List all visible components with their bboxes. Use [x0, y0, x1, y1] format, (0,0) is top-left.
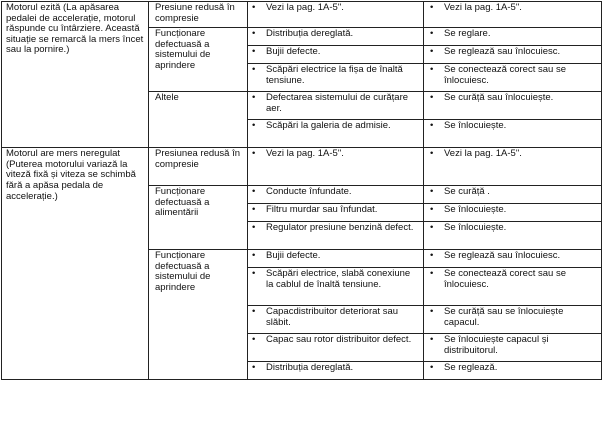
remedy-cell	[424, 186, 602, 204]
fault-cell	[248, 250, 424, 268]
fault-text: • Regulator presiune benzină defect.	[252, 223, 419, 234]
remedy-cell	[424, 120, 602, 148]
fault-text: • Vezi la pag. 1A-5".	[252, 149, 419, 160]
cause-cell: Altele	[149, 92, 248, 148]
remedy-text: • Se reglează.	[430, 363, 597, 374]
troubleshooting-table	[1, 1, 602, 380]
remedy-cell	[424, 334, 602, 362]
fault-text: • Distribuția dereglată.	[252, 363, 419, 374]
cause-cell: Funcționare defectuasă a sistemului de aprindere	[149, 250, 248, 380]
fault-text: • Scăpări electrice, slabă conexiune la cablul de înaltă tensiune.	[252, 269, 419, 290]
table-row	[2, 2, 602, 28]
symptom-cell: Motorul are mers neregulat (Puterea motorului variază la viteză fixă și viteza se schimbă fără a apăsa pedala de accelerație.)	[2, 148, 149, 380]
fault-cell	[248, 148, 424, 186]
remedy-text: • Se înlocuiește.	[430, 223, 597, 234]
fault-text: • Capacdistribuitor deteriorat sau slăbit.	[252, 307, 419, 328]
table-row	[2, 148, 602, 186]
cause-cell: Funcționare defectuasă a alimentării	[149, 186, 248, 250]
remedy-text: • Vezi la pag. 1A-5".	[430, 3, 597, 14]
fault-cell	[248, 362, 424, 380]
remedy-cell	[424, 148, 602, 186]
remedy-cell	[424, 250, 602, 268]
remedy-cell	[424, 306, 602, 334]
fault-text: • Defectarea sistemului de curățare aer.	[252, 93, 419, 114]
fault-cell	[248, 204, 424, 222]
remedy-cell	[424, 204, 602, 222]
remedy-text: • Se înlocuiește.	[430, 121, 597, 132]
fault-text: • Filtru murdar sau înfundat.	[252, 205, 419, 216]
remedy-cell	[424, 362, 602, 380]
fault-text: • Bujii defecte.	[252, 47, 419, 58]
remedy-cell	[424, 92, 602, 120]
fault-cell	[248, 64, 424, 92]
remedy-cell	[424, 2, 602, 28]
remedy-text: • Se înlocuiește capacul și distribuitorul.	[430, 335, 597, 356]
remedy-text: • Se curăță sau se înlocuiește capacul.	[430, 307, 597, 328]
remedy-text: • Se înlocuiește.	[430, 205, 597, 216]
remedy-cell	[424, 268, 602, 306]
remedy-text: • Se reglează sau înlocuiesc.	[430, 47, 597, 58]
troubleshooting-table-body	[2, 2, 602, 380]
fault-cell	[248, 222, 424, 250]
fault-cell	[248, 334, 424, 362]
symptom-cell: Motorul ezită (La apăsarea pedalei de accelerație, motorul răspunde cu întârziere. Această situație se remarcă la mers încet sau la pornire.)	[2, 2, 149, 148]
remedy-cell	[424, 28, 602, 46]
fault-text: • Scăpări la galeria de admisie.	[252, 121, 419, 132]
remedy-text: • Vezi la pag. 1A-5".	[430, 149, 597, 160]
fault-cell	[248, 306, 424, 334]
fault-cell	[248, 46, 424, 64]
fault-text: • Scăpări electrice la fișa de înaltă tensiune.	[252, 65, 419, 86]
remedy-cell	[424, 46, 602, 64]
remedy-text: • Se curăță .	[430, 187, 597, 198]
fault-cell	[248, 268, 424, 306]
remedy-text: • Se reglare.	[430, 29, 597, 40]
fault-text: • Capac sau rotor distribuitor defect.	[252, 335, 419, 346]
remedy-text: • Se conectează corect sau se înlocuiesc.	[430, 65, 597, 86]
remedy-text: • Se reglează sau înlocuiesc.	[430, 251, 597, 262]
remedy-cell	[424, 222, 602, 250]
fault-text: • Conducte înfundate.	[252, 187, 419, 198]
remedy-text: • Se conectează corect sau se înlocuiesc.	[430, 269, 597, 290]
remedy-cell	[424, 64, 602, 92]
fault-cell	[248, 92, 424, 120]
fault-cell	[248, 186, 424, 204]
remedy-text: • Se curăță sau înlocuiește.	[430, 93, 597, 104]
cause-cell: Presiunea redusă în compresie	[149, 148, 248, 186]
fault-cell	[248, 28, 424, 46]
fault-text: • Bujii defecte.	[252, 251, 419, 262]
cause-cell: Funcționare defectuasă a sistemului de aprindere	[149, 28, 248, 92]
fault-text: • Distribuția dereglată.	[252, 29, 419, 40]
fault-text: • Vezi la pag. 1A-5".	[252, 3, 419, 14]
fault-cell	[248, 120, 424, 148]
cause-cell: Presiune redusă în compresie	[149, 2, 248, 28]
fault-cell	[248, 2, 424, 28]
